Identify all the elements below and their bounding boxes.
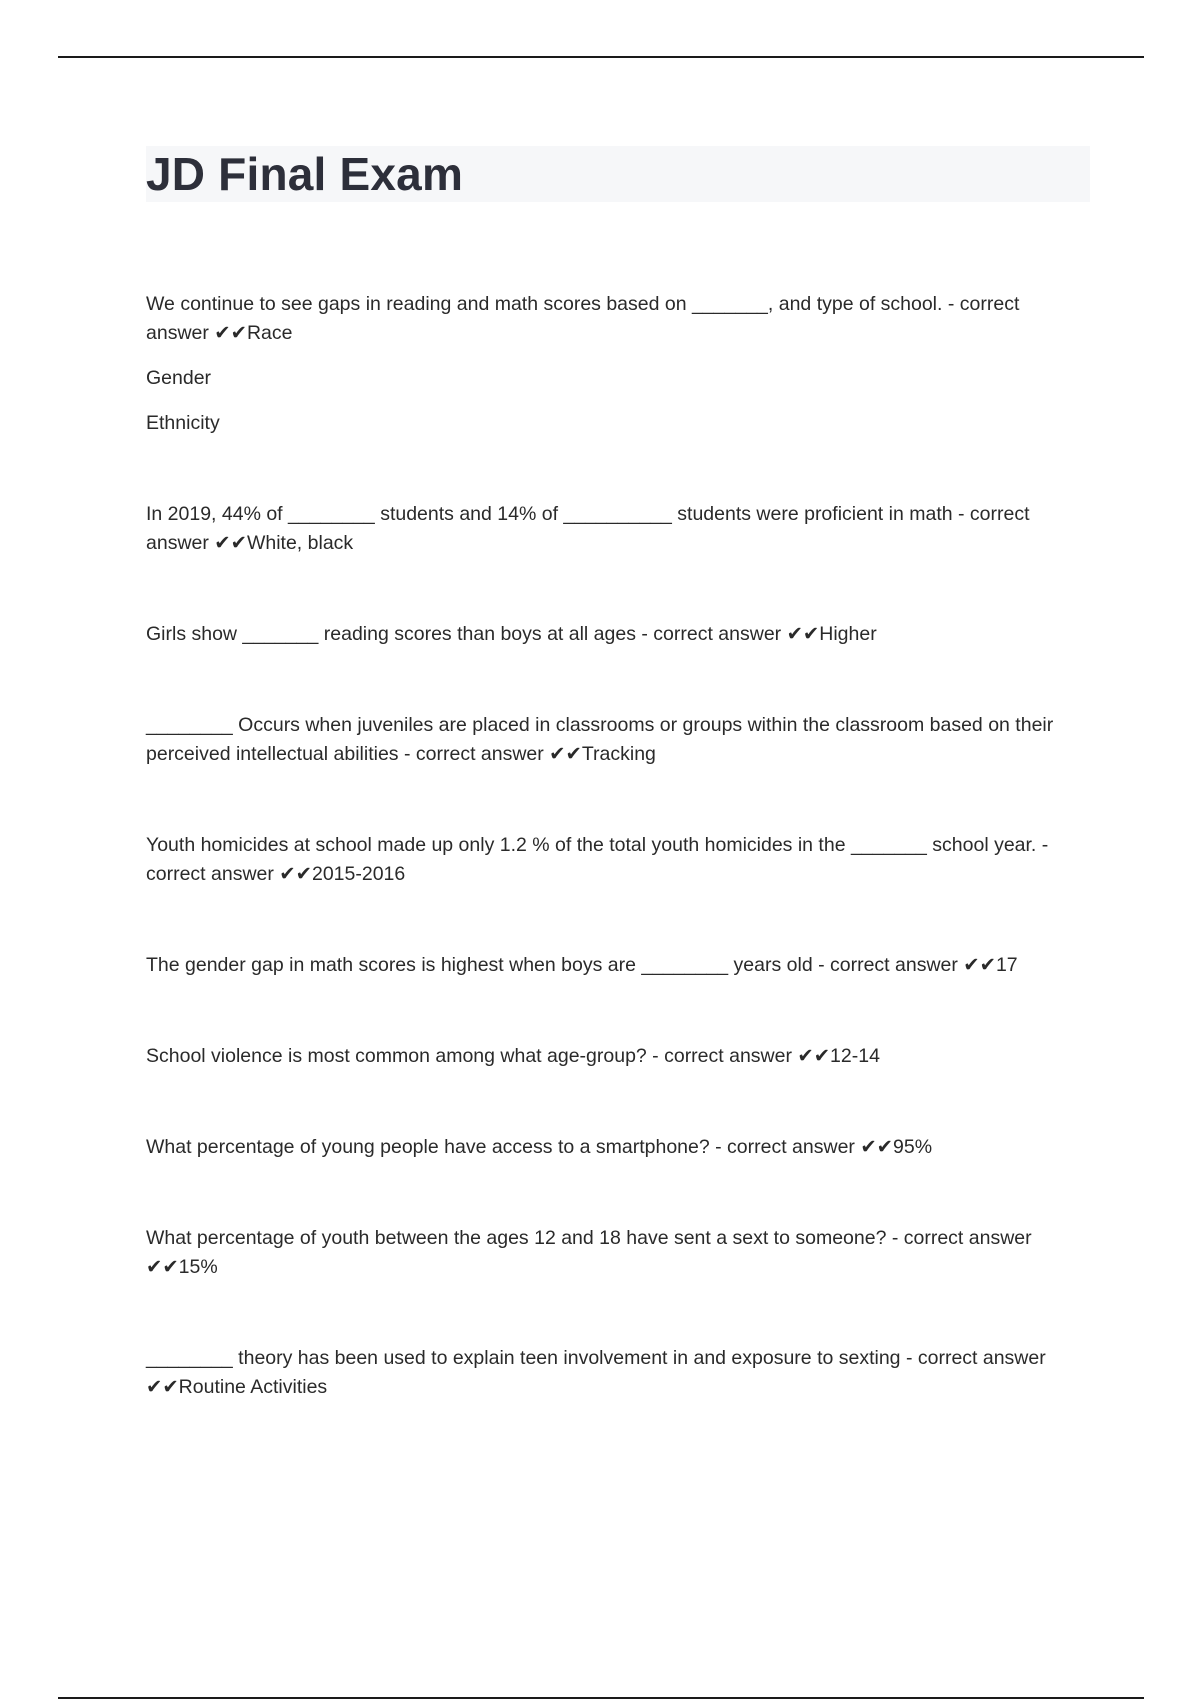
qa-text: ________ Occurs when juveniles are placed in classrooms or groups within the classroom based on their perceived intellectual abilities - correct answer ✔✔Tracking	[146, 714, 1054, 765]
qa-text: What percentage of young people have access to a smartphone? - correct answer ✔✔95%	[146, 1136, 933, 1158]
qa-item-8	[146, 1133, 1086, 1162]
qa-item-6	[146, 951, 1086, 980]
qa-text: Girls show _______ reading scores than boys at all ages - correct answer ✔✔Higher	[146, 623, 877, 645]
top-rule	[58, 56, 1144, 58]
qa-item-5	[146, 831, 1086, 889]
page-title: JD Final Exam	[146, 148, 464, 200]
qa-item-4	[146, 711, 1086, 769]
qa-text: What percentage of youth between the ages 12 and 18 have sent a sext to someone? - correct answer ✔✔15%	[146, 1227, 1032, 1278]
qa-item-7	[146, 1042, 1086, 1071]
qa-item-9	[146, 1224, 1086, 1282]
qa-text: In 2019, 44% of ________ students and 14% of __________ students were proficient in math - correct answer ✔✔White, black	[146, 503, 1030, 554]
qa-text: We continue to see gaps in reading and math scores based on _______, and type of school. - correct answer ✔✔Race	[146, 293, 1020, 344]
qa-text: The gender gap in math scores is highest when boys are ________ years old - correct answer ✔✔17	[146, 954, 1018, 976]
qa-text: Youth homicides at school made up only 1.2 % of the total youth homicides in the _______ school year. - correct answer ✔✔2015-2016	[146, 834, 1049, 885]
qa-text: School violence is most common among what age-group? - correct answer ✔✔12-14	[146, 1045, 880, 1067]
qa-list	[146, 290, 1086, 1402]
qa-item-3	[146, 620, 1086, 649]
qa-item-1	[146, 290, 1086, 438]
qa-item-2	[146, 500, 1086, 558]
bottom-rule	[58, 1697, 1144, 1699]
qa-extra-line: Gender	[146, 367, 212, 389]
qa-item-10	[146, 1344, 1086, 1402]
qa-extra-line: Ethnicity	[146, 412, 220, 434]
qa-text: ________ theory has been used to explain teen involvement in and exposure to sexting - correct answer ✔✔Routine Activities	[146, 1347, 1046, 1398]
